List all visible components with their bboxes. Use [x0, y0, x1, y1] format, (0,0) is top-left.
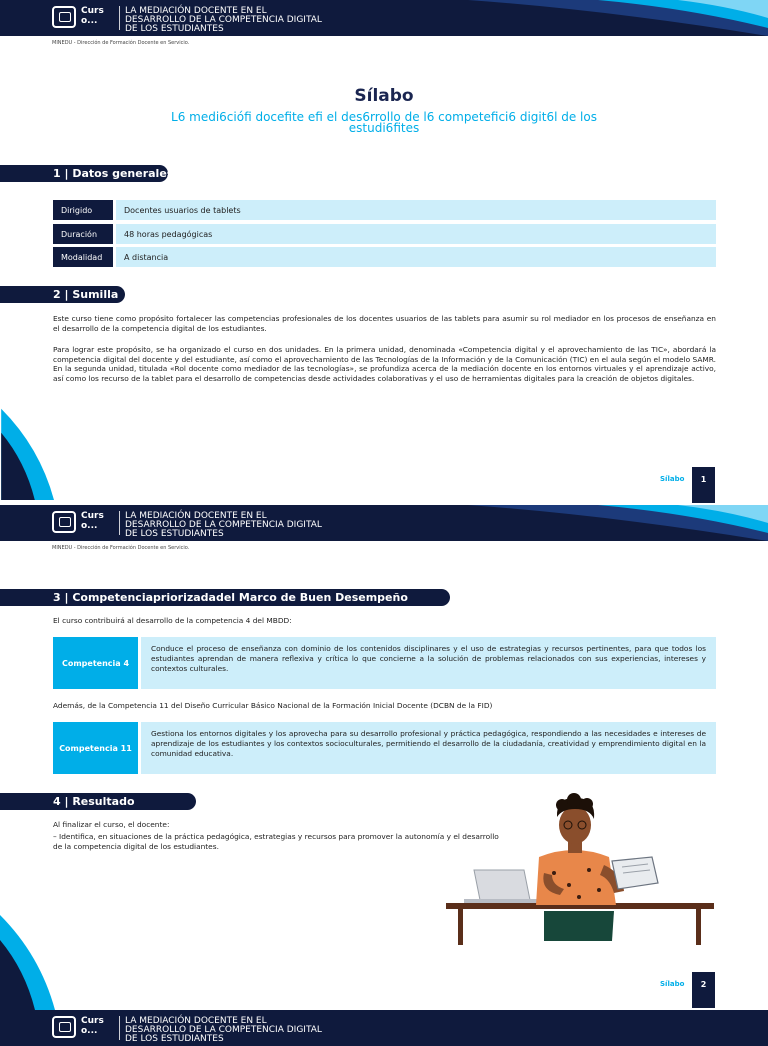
page-1: [0, 0, 768, 505]
left-swoosh-decoration: [0, 890, 60, 1010]
subheader: MINEDU - Dirección de Formación Docente en Servicio.: [52, 545, 190, 551]
info-row-duracion: [53, 224, 716, 244]
page-3-partial: [0, 1010, 768, 1044]
footer-label: Sílabo: [660, 475, 685, 483]
resultado-intro: Al finalizar el curso, el docente:: [53, 820, 170, 829]
info-row-modalidad: [53, 247, 716, 267]
competencia-4-row: [53, 637, 716, 689]
document-title: Sílabo: [354, 86, 414, 106]
competencia-text: Conduce el proceso de enseñanza con dominio de los contenidos disciplinares y el uso de estrategias y recursos pertinentes, para que todos los estudiantes aprendan de manera reflexiva y crítica lo que concierne a la solución de problemas relacionados con sus experiencias, intereses y contextos culturales.: [141, 637, 716, 689]
info-label: Modalidad: [53, 247, 113, 267]
sumilla-paragraph-1: Este curso tiene como propósito fortalecer las competencias profesionales de los docentes usuarios de las tablets para asumir su rol mediador en los procesos de enseñanza en el desarrollo de la competencia digital de los estudiantes.: [53, 314, 716, 333]
competencia-label: Competencia 11: [53, 722, 138, 774]
logo-text: Curs o...: [81, 511, 104, 531]
page-2: [0, 505, 768, 1010]
section-competencia: 3 | Competenciapriorizadadel Marco de Buen Desempeño: [0, 589, 450, 606]
header-divider: [119, 6, 120, 30]
info-value: 48 horas pedagógicas: [116, 224, 716, 244]
section-datos-generales: 1 | Datos generales: [0, 165, 168, 182]
monitor-logo-icon: [52, 1016, 76, 1038]
monitor-logo-icon: [52, 511, 76, 533]
competencia-intro: El curso contribuirá al desarrollo de la competencia 4 del MBDD:: [53, 616, 292, 625]
monitor-logo-icon: [52, 6, 76, 28]
competencia-label: Competencia 4: [53, 637, 138, 689]
section-sumilla: 2 | Sumilla: [0, 286, 125, 303]
course-title: LA MEDIACIÓN DOCENTE EN EL DESARROLLO DE LA COMPETENCIA DIGITAL DE LOS ESTUDIANTES: [125, 1016, 322, 1044]
course-title: LA MEDIACIÓN DOCENTE EN EL DESARROLLO DE LA COMPETENCIA DIGITAL DE LOS ESTUDIANTES: [125, 511, 322, 539]
competencia-text: Gestiona los entornos digitales y los aprovecha para su desarrollo profesional y práctica pedagógica, respondiendo a las necesidades e intereses de aprendizaje de los estudiantes y los contextos socioculturales, permitiendo el desarrollo de la ciudadanía, creatividad y emprendimiento digital en la comunidad educativa.: [141, 722, 716, 774]
header-wave-decoration: [348, 505, 768, 541]
logo-text: Curs o...: [81, 6, 104, 26]
left-swoosh-decoration: [0, 380, 60, 500]
resultado-item: – Identifica, en situaciones de la práctica pedagógica, estrategias y recursos para promover la autonomía y el desarrollo de la competencia digital de los estudiantes.: [53, 832, 499, 851]
page-number: 2: [692, 972, 715, 1008]
page-number: 1: [692, 467, 715, 503]
logo-text: Curs o...: [81, 1016, 104, 1036]
info-value: Docentes usuarios de tablets: [116, 200, 716, 220]
header-divider: [119, 511, 120, 535]
competencia-11-row: [53, 722, 716, 774]
subheader: MINEDU - Dirección de Formación Docente en Servicio.: [52, 40, 190, 46]
course-title: LA MEDIACIÓN DOCENTE EN EL DESARROLLO DE LA COMPETENCIA DIGITAL DE LOS ESTUDIANTES: [125, 6, 322, 34]
sumilla-paragraph-2: Para lograr este propósito, se ha organizado el curso en dos unidades. En la primera unidad, denominada «Competencia digital y el aprovechamiento de las TIC», abordará la competencia digital del docente y del estudiante, así como el aprovechamiento de las Tecnologías de la Información y de la Comunicación (TIC) en el aula según el modelo SAMR. En la segunda unidad, titulada «Rol docente como mediador de las tecnologías», se profundiza acerca de la mediación docente en los entornos virtuales y el aprendizaje activo, así como los recurso de la tablet para el desarrollo de competencias desde actividades colaborativas y el uso de herramientas digitales para la creación de objetos digitales.: [53, 345, 716, 383]
info-value: A distancia: [116, 247, 716, 267]
header-divider: [119, 1016, 120, 1040]
page-header: [0, 505, 768, 541]
info-label: Dirigido: [53, 200, 113, 220]
header-wave-decoration: [348, 0, 768, 36]
teacher-illustration: [444, 795, 716, 945]
page-header: [0, 0, 768, 36]
info-label: Duración: [53, 224, 113, 244]
footer-label: Sílabo: [660, 980, 685, 988]
info-row-dirigido: [53, 200, 716, 220]
document-subtitle: L6 medi6ciófi docefite efi el des6rrollo de l6 competefici6 digit6l de los estudi6fites: [171, 110, 597, 135]
page-header: [0, 1010, 768, 1046]
ademas-paragraph: Además, de la Competencia 11 del Diseño Curricular Básico Nacional de la Formación Inicial Docente (DCBN de la FID): [53, 701, 493, 710]
section-resultado: 4 | Resultado: [0, 793, 196, 810]
